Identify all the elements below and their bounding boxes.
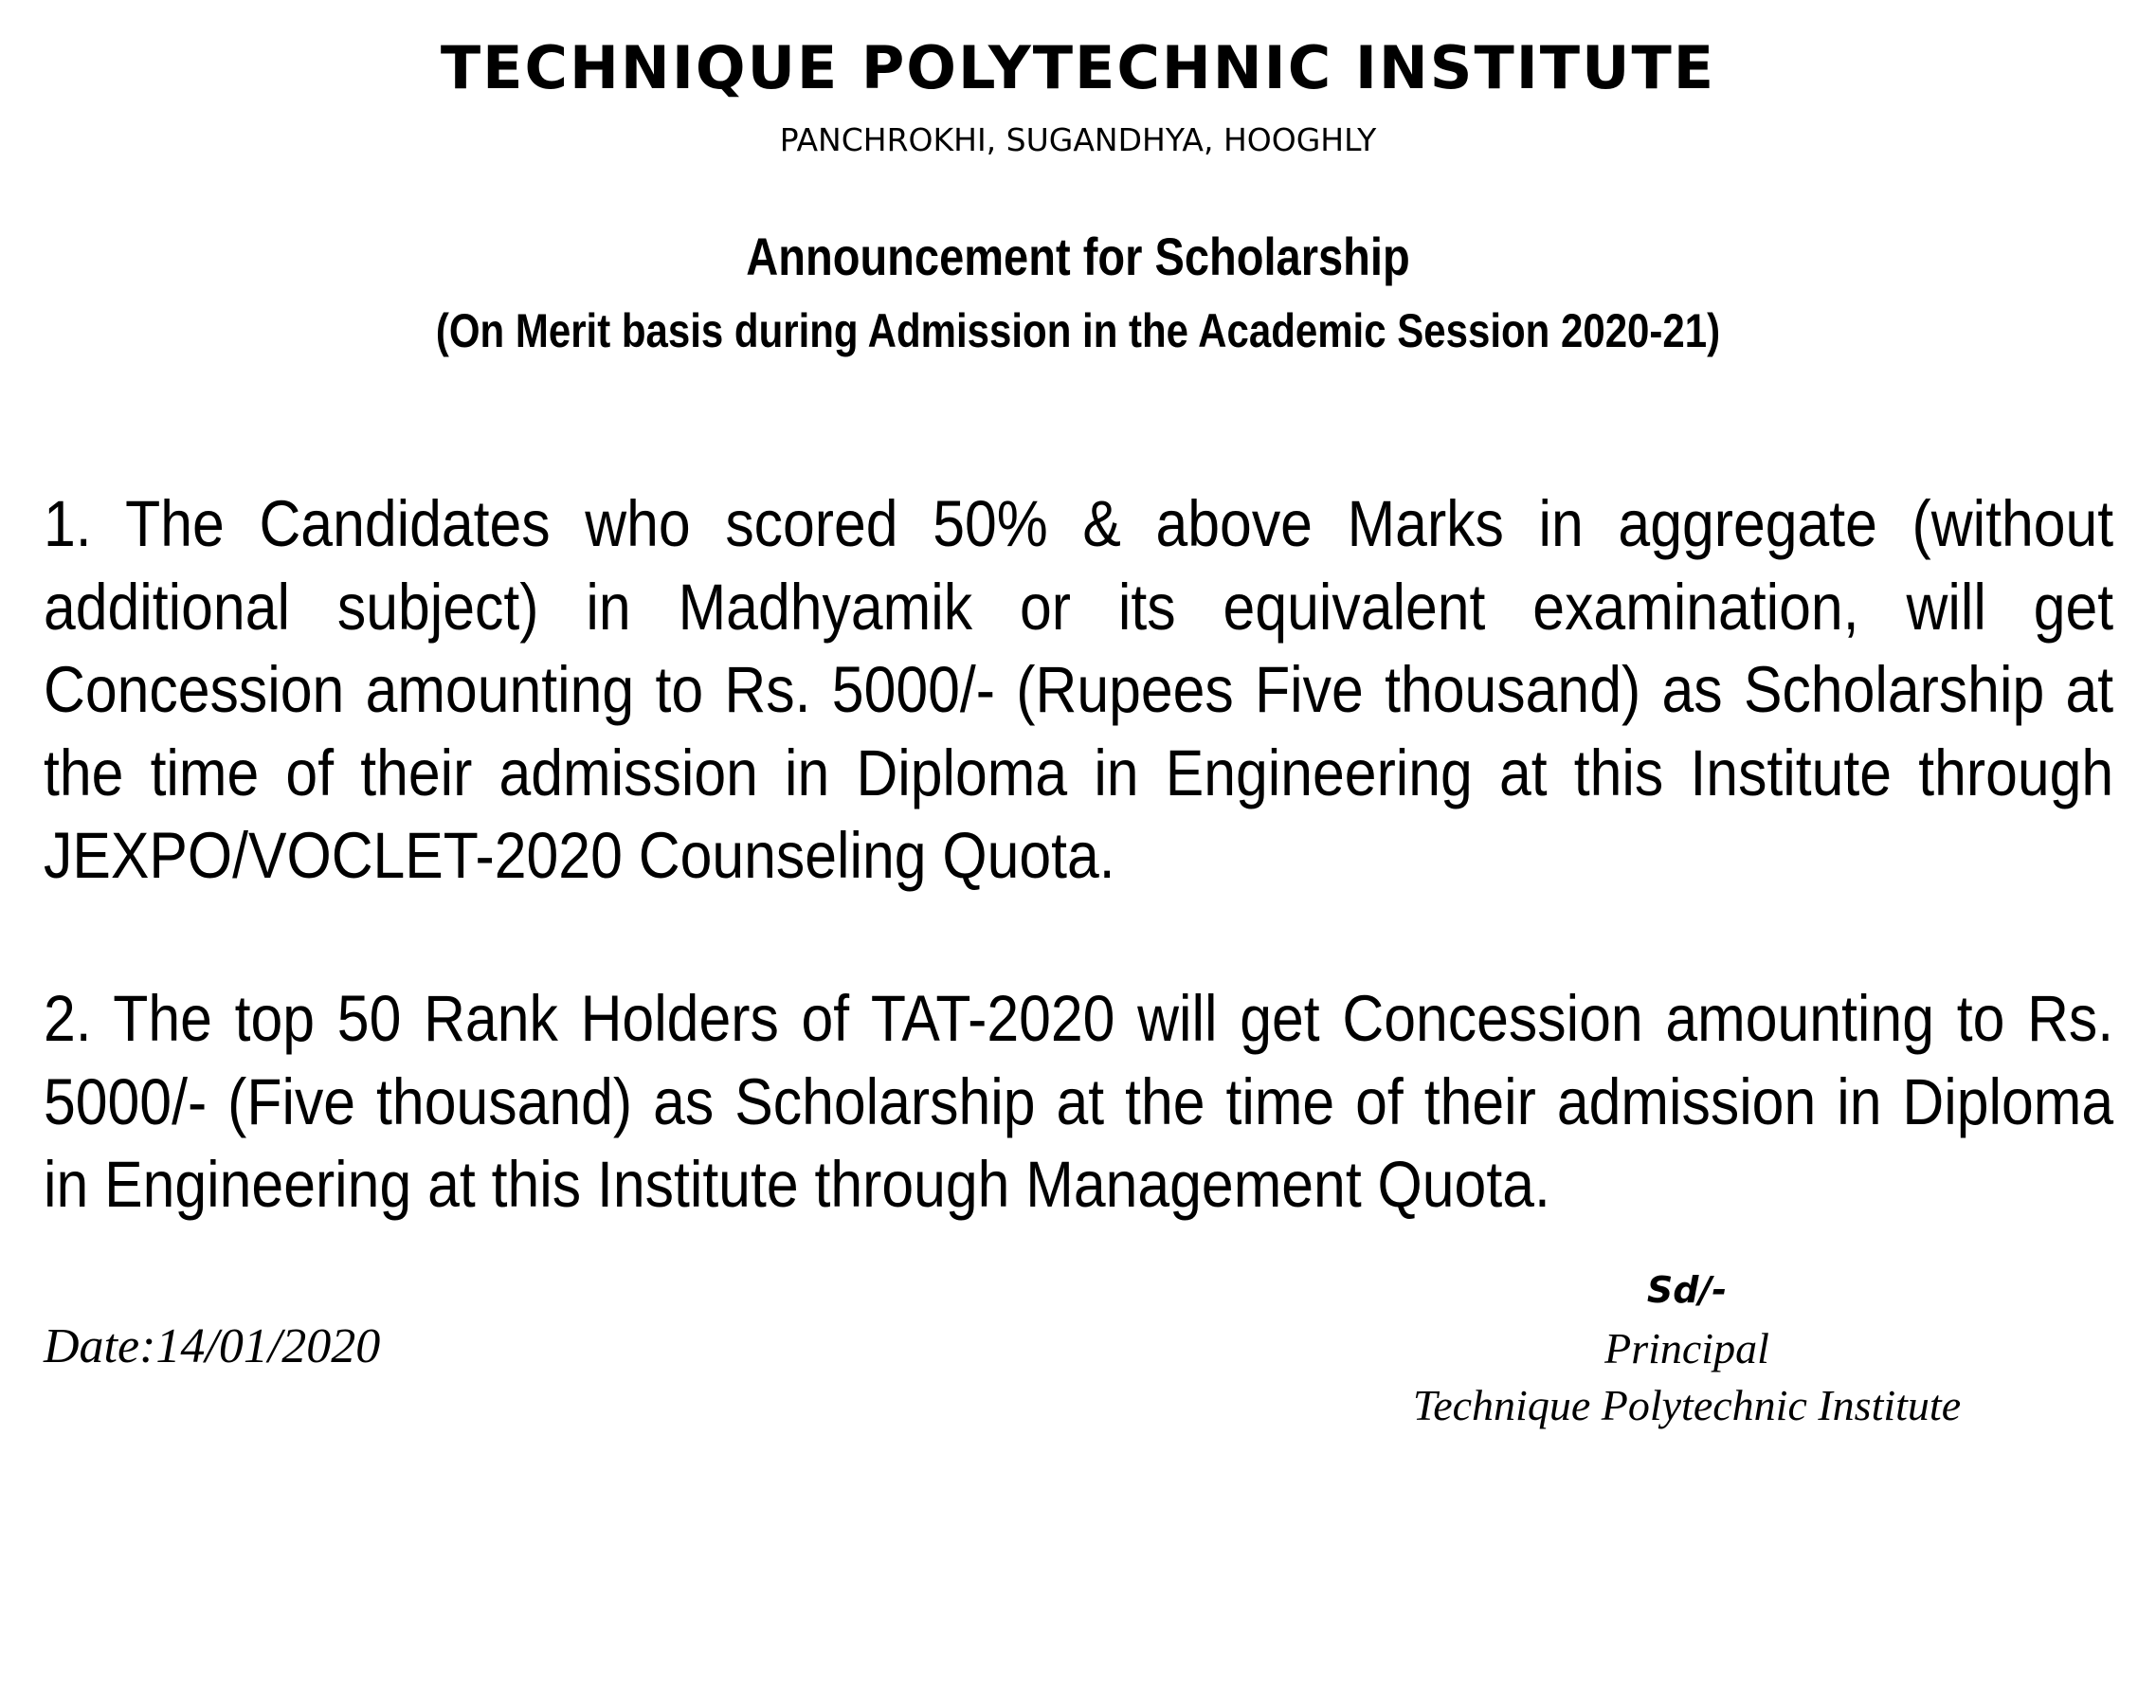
announcement-subtitle: (On Merit basis during Admission in the Academic Session 2020-21) — [435, 304, 1721, 357]
announcement-title: Announcement for Scholarship — [746, 227, 1410, 286]
signature-mark: Sd/- — [1646, 1269, 1728, 1311]
institute-address: PANCHROKHI, SUGANDHYA, HOOGHLY — [779, 121, 1377, 158]
signatory-role: Principal — [1604, 1324, 1769, 1372]
signatory-organization: Technique Polytechnic Institute — [1412, 1381, 1962, 1429]
institute-name: TECHNIQUE POLYTECHNIC INSTITUTE — [440, 33, 1716, 102]
paragraph-2: 2. The top 50 Rank Holders of TAT-2020 will get Concession amounting to Rs. 5000/- (Five thousand) as Scholarship at the time of their admission in Diploma in Engineering at this Institute through Management Quota. — [44, 982, 2114, 1221]
paragraph-1: 1. The Candidates who scored 50% & above Marks in aggregate (without additional subject) in Madhyamik or its equivalent examination, will get Concession amounting to Rs. 5000/- (Rupees Five thousand) as Scholarship at the time of their admission in Diploma in Engineering at this Institute through JEXPO/VOCLET-2020 Counseling Quota. — [44, 487, 2114, 892]
notice-date: Date:14/01/2020 — [44, 1319, 381, 1373]
